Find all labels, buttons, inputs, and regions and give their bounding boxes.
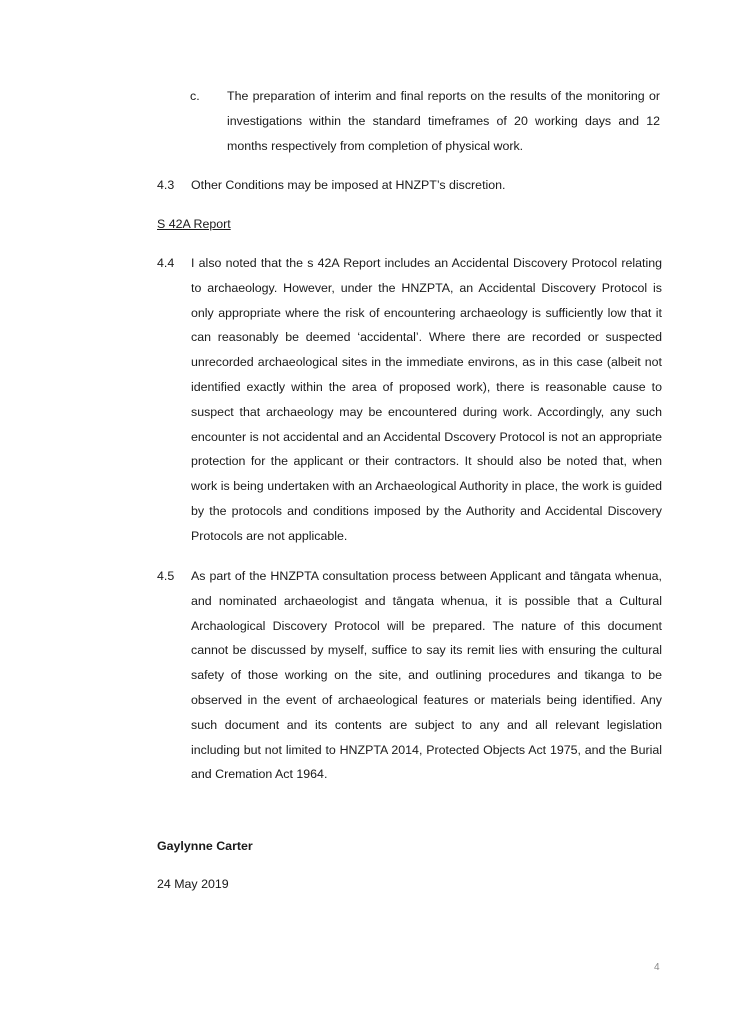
paragraph-4-5-label: 4.5	[157, 569, 175, 583]
paragraph-4-4	[157, 251, 662, 549]
paragraph-4-3	[157, 173, 660, 198]
paragraph-4-5	[157, 564, 662, 787]
paragraph-4-3-label: 4.3	[157, 178, 175, 192]
signatory-name: Gaylynne Carter	[157, 839, 253, 853]
paragraph-4-5-text: As part of the HNZPTA consultation process between Applicant and tāngata whenua, and nominated archaeologist and tāngata whenua, it is possible that a Cultural Archaological Discovery Protocol will be prepared. The nature of this document cannot be discussed by myself, suffice to say its remit lies with ensuring the cultural safety of those working on the site, and outlining procedures and tikanga to be observed in the event of archaeological features or materials being identified. Any such document and its contents are subject to any and all relevant legislation including but not limited to HNZPTA 2014, Protected Objects Act 1975, and the Burial and Cremation Act 1964.	[191, 569, 662, 782]
paragraph-4-4-label: 4.4	[157, 256, 175, 270]
item-c-text: The preparation of interim and final reports on the results of the monitoring or investigations within the standard timeframes of 20 working days and 12 months respectively from completion of physical work.	[227, 89, 660, 153]
paragraph-4-3-text: Other Conditions may be imposed at HNZPT’s discretion.	[191, 178, 506, 192]
item-c	[190, 84, 660, 158]
section-heading-s42a: S 42A Report	[157, 217, 231, 231]
item-c-label: c.	[190, 89, 200, 103]
signature-date: 24 May 2019	[157, 877, 229, 891]
paragraph-4-4-text: I also noted that the s 42A Report includes an Accidental Discovery Protocol relating to archaeology. However, under the HNZPTA, an Accidental Discovery Protocol is only appropriate where the risk of encountering archaeology is sufficiently low that it can reasonably be deemed ‘accidental’. Where there are recorded or suspected unrecorded archaeological sites in the immediate environs, as in this case (albeit not identified exactly within the area of proposed work), there is reasonable cause to suspect that archaeology may be encountered during work. Accordingly, any such encounter is not accidental and an Accidental Dscovery Protocol is not an appropriate protection for the applicant or their contractors. It should also be noted that, when work is being undertaken with an Archaeological Authority in place, the work is guided by the protocols and conditions imposed by the Authority and Accidental Discovery Protocols are not applicable.	[191, 256, 662, 543]
page-number: 4	[654, 962, 660, 973]
